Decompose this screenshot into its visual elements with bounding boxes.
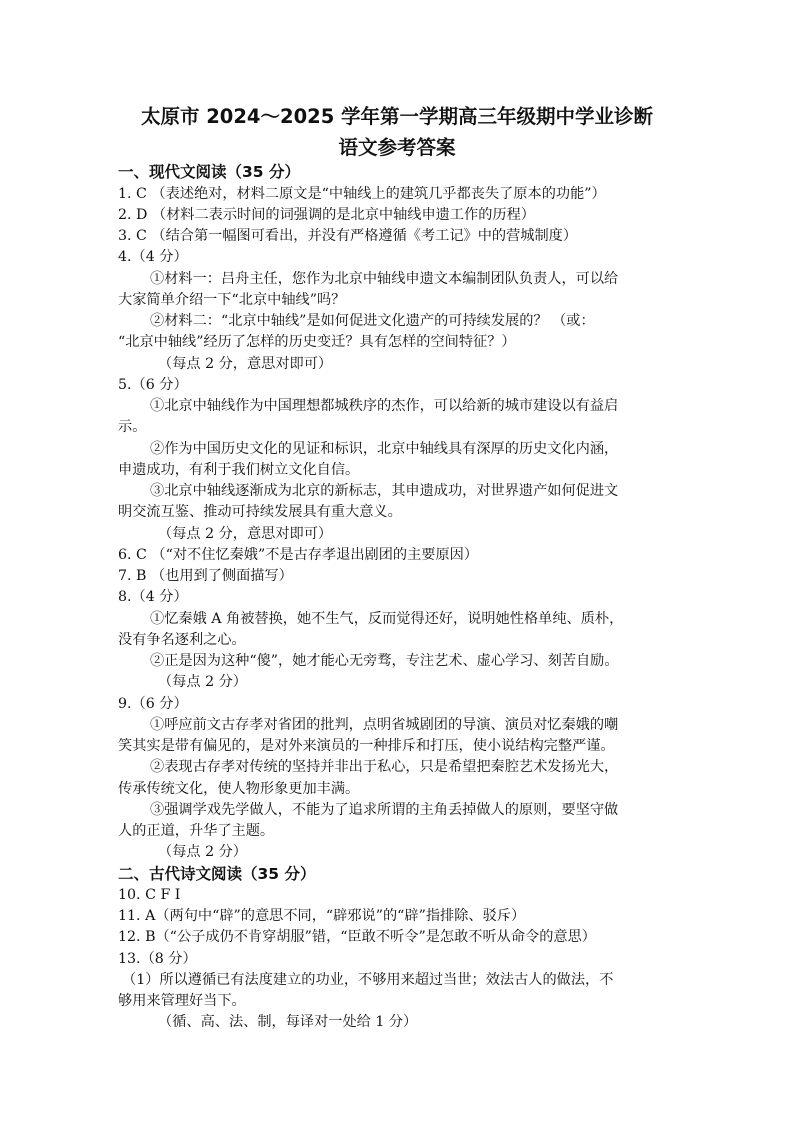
answer-line: 3. C （结合第一幅图可看出，并没有严格遵循《考工记》中的营城制度） <box>118 228 578 244</box>
answer-line: 7. B （也用到了侧面描写） <box>118 568 293 584</box>
scoring-note: （循、高、法、制，每译对一处给 1 分） <box>158 1014 418 1030</box>
scoring-note: （每点 2 分，意思对即可） <box>158 356 333 372</box>
answer-line: 11. A（两句中“辟”的意思不同，“辟邪说”的“辟”指排除、驳斥） <box>118 908 526 924</box>
answer-line: 13.（8 分） <box>118 951 197 967</box>
answer-line: 9.（6 分） <box>118 696 188 712</box>
answer-line: 传承传统文化，使人物形象更加丰满。 <box>118 781 360 797</box>
answer-line: ①呼应前文古存孝对省团的批判，点明省城剧团的导演、演员对忆秦娥的嘲 <box>150 717 619 733</box>
answer-line: ①北京中轴线作为中国理想都城秩序的杰作，可以给新的城市建设以有益启 <box>150 398 619 414</box>
answer-line: 人的正道，升华了主题。 <box>118 823 275 839</box>
scoring-note: （每点 2 分） <box>158 674 247 690</box>
answer-line: 示。 <box>118 419 147 435</box>
answer-line: 12. B（“公子成仍不肯穿胡服”错，“臣敢不听令”是怎敢不听从命令的意思） <box>118 929 596 945</box>
answer-line: ②表现古存孝对传统的坚持并非出于私心，只是希望把秦腔艺术发扬光大， <box>150 759 619 775</box>
answer-line: 1. C （表述绝对，材料二原文是“中轴线上的建筑几乎都丧失了原本的功能”） <box>118 186 606 202</box>
answer-line: ②正是因为这种“傻”，她才能心无旁骛，专注艺术、虚心学习、刻苦自励。 <box>150 653 619 669</box>
answer-line: 6. C （“对不住忆秦娥”不是古存孝退出剧团的主要原因） <box>118 547 479 563</box>
answer-line: 5.（6 分） <box>118 377 188 393</box>
answer-line: 2. D （材料二表示时间的词强调的是北京中轴线申遗工作的历程） <box>118 207 535 223</box>
answer-line: 4.（4 分） <box>118 249 188 265</box>
answer-line: ①材料一：吕舟主任，您作为北京中轴线申遗文本编制团队负责人，可以给 <box>150 271 619 287</box>
answer-line: 笑其实是带有偏见的，是对外来演员的一种排斥和打压，使小说结构完整严谨。 <box>118 738 615 754</box>
answer-line: 10. C F I <box>118 887 181 903</box>
answer-line: 没有争名逐利之心。 <box>118 632 246 648</box>
document-title: 太原市 2024～2025 学年第一学期高三年级期中学业诊断 <box>140 105 654 128</box>
document-subtitle: 语文参考答案 <box>338 136 456 159</box>
answer-line: ③强调学戏先学做人，不能为了追求所谓的主角丢掉做人的原则，要坚守做 <box>150 802 619 818</box>
answer-line: 大家简单介绍一下“北京中轴线”吗？ <box>118 292 346 308</box>
answer-line: ①忆秦娥 A 角被替换，她不生气，反而觉得还好，说明她性格单纯、质朴， <box>150 611 624 627</box>
answer-line: 申遗成功，有利于我们树立文化自信。 <box>118 462 360 478</box>
section-heading-modern-reading: 一、现代文阅读（35 分） <box>118 163 300 181</box>
answer-line: （1）所以遵循已有法度建立的功业，不够用来超过当世；效法古人的做法，不 <box>122 972 614 988</box>
scoring-note: （每点 2 分） <box>158 844 247 860</box>
answer-line: 明交流互鉴、推动可持续发展具有重大意义。 <box>118 504 402 520</box>
section-heading-classical-reading: 二、古代诗文阅读（35 分） <box>118 865 316 883</box>
answer-line: ②材料二：“北京中轴线”是如何促进文化遗产的可持续发展的？ （或： <box>150 313 595 329</box>
answer-line: 够用来管理好当下。 <box>118 993 246 1009</box>
scoring-note: （每点 2 分，意思对即可） <box>158 526 333 542</box>
answer-line: “北京中轴线”经历了怎样的历史变迁？具有怎样的空间特征？） <box>118 334 516 350</box>
answer-line: 8.（4 分） <box>118 589 188 605</box>
answer-line: ②作为中国历史文化的见证和标识，北京中轴线具有深厚的历史文化内涵， <box>150 441 619 457</box>
answer-line: ③北京中轴线逐渐成为北京的新标志，其申遗成功，对世界遗产如何促进文 <box>150 483 619 499</box>
